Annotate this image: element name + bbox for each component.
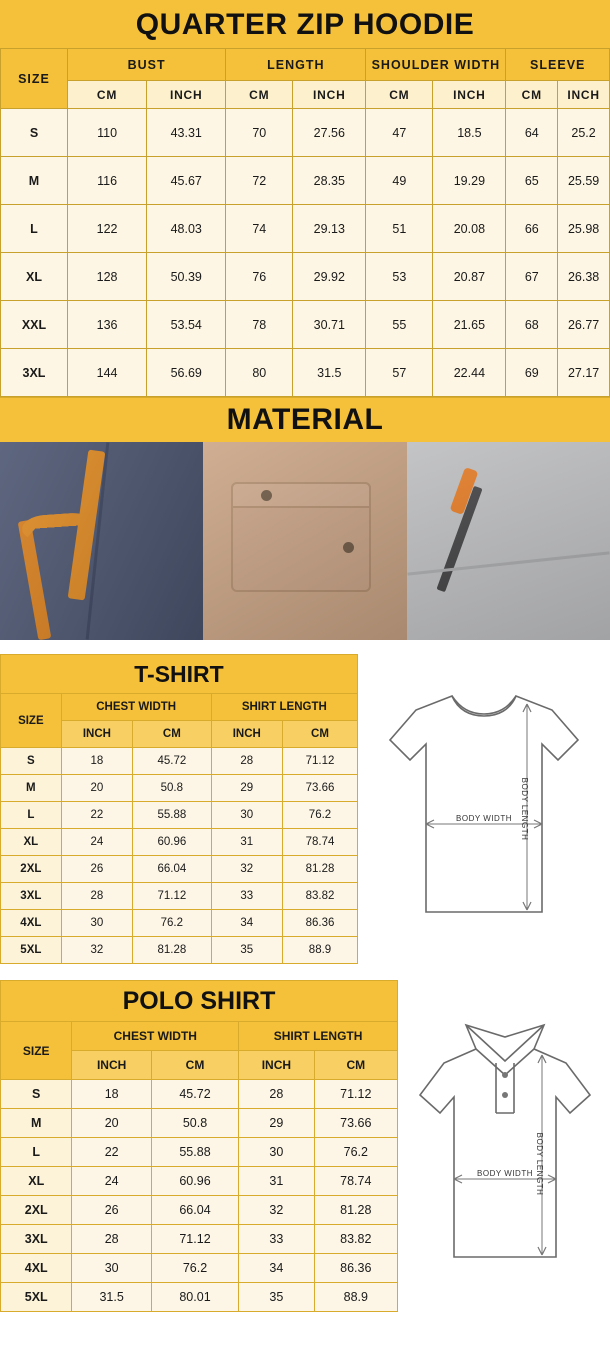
cell: 83.82 [314, 1225, 397, 1254]
polo-header-row [1, 1022, 398, 1051]
polo-size-m: M [1, 1109, 72, 1138]
cell: 80.01 [151, 1283, 238, 1312]
hoodie-size-3xl: 3XL [1, 349, 68, 397]
cell: 81.28 [133, 937, 212, 964]
cell: 22 [61, 802, 132, 829]
hoodie-header-shoulder-width: SHOULDER WIDTH [366, 49, 506, 81]
cell: 20.08 [433, 205, 506, 253]
table-row [1, 775, 358, 802]
cell: 71.12 [314, 1080, 397, 1109]
polo-header-chest-width: CHEST WIDTH [72, 1022, 239, 1051]
polo-size-l: L [1, 1138, 72, 1167]
cell: 27.17 [558, 349, 610, 397]
cell: 48.03 [147, 205, 226, 253]
tshirt-section-title: T-SHIRT [0, 654, 358, 693]
polo-sub-length-cm: CM [314, 1051, 397, 1080]
cell: 81.28 [283, 856, 358, 883]
cell: 21.65 [433, 301, 506, 349]
tshirt-size-s: S [1, 748, 62, 775]
cell: 66 [506, 205, 558, 253]
spacer [0, 964, 610, 980]
hoodie-sub-bust-cm: CM [67, 81, 146, 109]
cell: 144 [67, 349, 146, 397]
cell: 53 [366, 253, 433, 301]
tshirt-size-m: M [1, 775, 62, 802]
cell: 88.9 [283, 937, 358, 964]
cell: 18 [61, 748, 132, 775]
polo-section [0, 980, 610, 1312]
hoodie-size-m: M [1, 157, 68, 205]
polo-size-xl: XL [1, 1167, 72, 1196]
table-row [1, 301, 610, 349]
tshirt-size-l: L [1, 802, 62, 829]
tshirt-body-width-label: BODY WIDTH [456, 814, 512, 823]
photo-shading [203, 442, 406, 640]
hoodie-header-sleeve: SLEEVE [506, 49, 610, 81]
cell: 32 [61, 937, 132, 964]
polo-size-5xl: 5XL [1, 1283, 72, 1312]
cell: 50.39 [147, 253, 226, 301]
tshirt-header-size: SIZE [1, 694, 62, 748]
spacer [0, 640, 610, 654]
hoodie-sub-shoulder-inch: INCH [433, 81, 506, 109]
cell: 34 [239, 1254, 314, 1283]
cell: 81.28 [314, 1196, 397, 1225]
cell: 24 [61, 829, 132, 856]
hoodie-header-bust: BUST [67, 49, 225, 81]
hoodie-header-length: LENGTH [226, 49, 366, 81]
cell: 24 [72, 1167, 151, 1196]
table-row [1, 1254, 398, 1283]
cell: 30 [61, 910, 132, 937]
cell: 32 [239, 1196, 314, 1225]
cell: 71.12 [151, 1225, 238, 1254]
grey-zipper-photo [407, 442, 610, 640]
table-row [1, 109, 610, 157]
cell: 64 [506, 109, 558, 157]
tshirt-size-table [0, 693, 358, 964]
cell: 51 [366, 205, 433, 253]
cell: 28 [61, 883, 132, 910]
cell: 116 [67, 157, 146, 205]
cell: 30.71 [293, 301, 366, 349]
polo-diagram [398, 980, 610, 1312]
cell: 78.74 [283, 829, 358, 856]
cell: 34 [211, 910, 282, 937]
cell: 30 [211, 802, 282, 829]
hoodie-size-xl: XL [1, 253, 68, 301]
table-row [1, 910, 358, 937]
cell: 55 [366, 301, 433, 349]
hoodie-sub-sleeve-inch: INCH [558, 81, 610, 109]
cell: 73.66 [314, 1109, 397, 1138]
cell: 80 [226, 349, 293, 397]
cell: 136 [67, 301, 146, 349]
hoodie-subheader-row [1, 81, 610, 109]
cell: 28 [211, 748, 282, 775]
tshirt-sub-chest-cm: CM [133, 721, 212, 748]
material-section-title: MATERIAL [0, 397, 610, 442]
cell: 76.2 [283, 802, 358, 829]
cell: 49 [366, 157, 433, 205]
cell: 78 [226, 301, 293, 349]
tshirt-table-column [0, 654, 358, 964]
cell: 70 [226, 109, 293, 157]
cell: 50.8 [151, 1109, 238, 1138]
cell: 26.38 [558, 253, 610, 301]
cell: 20 [61, 775, 132, 802]
hoodie-section-title: QUARTER ZIP HOODIE [0, 0, 610, 48]
cell: 20 [72, 1109, 151, 1138]
cell: 18 [72, 1080, 151, 1109]
cell: 22 [72, 1138, 151, 1167]
cell: 74 [226, 205, 293, 253]
cell: 60.96 [133, 829, 212, 856]
cell: 30 [72, 1254, 151, 1283]
cell: 25.2 [558, 109, 610, 157]
cell: 47 [366, 109, 433, 157]
cell: 20.87 [433, 253, 506, 301]
tshirt-size-2xl: 2XL [1, 856, 62, 883]
hoodie-size-s: S [1, 109, 68, 157]
cell: 110 [67, 109, 146, 157]
cell: 29.13 [293, 205, 366, 253]
hoodie-size-l: L [1, 205, 68, 253]
tshirt-size-xl: XL [1, 829, 62, 856]
tshirt-sub-length-inch: INCH [211, 721, 282, 748]
hoodie-size-table [0, 48, 610, 397]
cell: 83.82 [283, 883, 358, 910]
cell: 72 [226, 157, 293, 205]
tshirt-header-row [1, 694, 358, 721]
cell: 43.31 [147, 109, 226, 157]
cell: 76.2 [133, 910, 212, 937]
cell: 56.69 [147, 349, 226, 397]
cell: 22.44 [433, 349, 506, 397]
cell: 29.92 [293, 253, 366, 301]
cell: 66.04 [133, 856, 212, 883]
cell: 29 [239, 1109, 314, 1138]
navy-drawstring-photo [0, 442, 203, 640]
table-row [1, 1225, 398, 1254]
cell: 122 [67, 205, 146, 253]
polo-sub-chest-cm: CM [151, 1051, 238, 1080]
cell: 26 [72, 1196, 151, 1225]
table-row [1, 1138, 398, 1167]
polo-sub-length-inch: INCH [239, 1051, 314, 1080]
material-photo-strip [0, 442, 610, 640]
tshirt-sub-chest-inch: INCH [61, 721, 132, 748]
polo-sub-chest-inch: INCH [72, 1051, 151, 1080]
cell: 31 [239, 1167, 314, 1196]
cell: 32 [211, 856, 282, 883]
tan-pocket-photo [203, 442, 406, 640]
polo-body-width-label: BODY WIDTH [477, 1168, 533, 1178]
polo-size-3xl: 3XL [1, 1225, 72, 1254]
hoodie-sub-length-cm: CM [226, 81, 293, 109]
table-row [1, 802, 358, 829]
cell: 45.72 [133, 748, 212, 775]
cell: 35 [239, 1283, 314, 1312]
table-row [1, 1283, 398, 1312]
cell: 69 [506, 349, 558, 397]
cell: 45.72 [151, 1080, 238, 1109]
table-row [1, 883, 358, 910]
cell: 33 [211, 883, 282, 910]
cell: 68 [506, 301, 558, 349]
cell: 76 [226, 253, 293, 301]
hoodie-sub-length-inch: INCH [293, 81, 366, 109]
hoodie-size-xxl: XXL [1, 301, 68, 349]
table-row [1, 1109, 398, 1138]
cell: 30 [239, 1138, 314, 1167]
hoodie-sub-sleeve-cm: CM [506, 81, 558, 109]
cell: 71.12 [133, 883, 212, 910]
cell: 67 [506, 253, 558, 301]
tshirt-header-chest-width: CHEST WIDTH [61, 694, 211, 721]
cell: 86.36 [314, 1254, 397, 1283]
cell: 28 [239, 1080, 314, 1109]
cell: 18.5 [433, 109, 506, 157]
hoodie-header-size: SIZE [1, 49, 68, 109]
cell: 31.5 [72, 1283, 151, 1312]
cell: 19.29 [433, 157, 506, 205]
tshirt-size-5xl: 5XL [1, 937, 62, 964]
cell: 78.74 [314, 1167, 397, 1196]
cell: 50.8 [133, 775, 212, 802]
table-row [1, 856, 358, 883]
polo-table-column [0, 980, 398, 1312]
cell: 33 [239, 1225, 314, 1254]
cell: 60.96 [151, 1167, 238, 1196]
polo-header-shirt-length: SHIRT LENGTH [239, 1022, 398, 1051]
cell: 55.88 [151, 1138, 238, 1167]
tshirt-diagram [358, 654, 610, 964]
tshirt-size-3xl: 3XL [1, 883, 62, 910]
tshirt-sub-length-cm: CM [283, 721, 358, 748]
cell: 86.36 [283, 910, 358, 937]
photo-shading [407, 442, 610, 640]
table-row [1, 1196, 398, 1225]
cell: 53.54 [147, 301, 226, 349]
cell: 25.98 [558, 205, 610, 253]
table-row [1, 748, 358, 775]
hoodie-header-row [1, 49, 610, 81]
table-row [1, 1167, 398, 1196]
cell: 29 [211, 775, 282, 802]
cell: 57 [366, 349, 433, 397]
polo-section-title: POLO SHIRT [0, 980, 398, 1021]
table-row [1, 253, 610, 301]
table-row [1, 205, 610, 253]
table-row [1, 157, 610, 205]
cell: 45.67 [147, 157, 226, 205]
hoodie-sub-bust-inch: INCH [147, 81, 226, 109]
polo-header-size: SIZE [1, 1022, 72, 1080]
cell: 128 [67, 253, 146, 301]
cell: 31.5 [293, 349, 366, 397]
hoodie-sub-shoulder-cm: CM [366, 81, 433, 109]
cell: 66.04 [151, 1196, 238, 1225]
polo-size-2xl: 2XL [1, 1196, 72, 1225]
cell: 27.56 [293, 109, 366, 157]
table-row [1, 829, 358, 856]
cell: 71.12 [283, 748, 358, 775]
table-row [1, 937, 358, 964]
cell: 76.2 [314, 1138, 397, 1167]
cell: 28 [72, 1225, 151, 1254]
photo-shading [0, 442, 203, 640]
cell: 35 [211, 937, 282, 964]
polo-size-4xl: 4XL [1, 1254, 72, 1283]
cell: 26 [61, 856, 132, 883]
cell: 25.59 [558, 157, 610, 205]
cell: 31 [211, 829, 282, 856]
cell: 76.2 [151, 1254, 238, 1283]
cell: 28.35 [293, 157, 366, 205]
tshirt-size-4xl: 4XL [1, 910, 62, 937]
table-row [1, 1080, 398, 1109]
cell: 55.88 [133, 802, 212, 829]
tshirt-body-length-label: BODY LENGTH [520, 777, 529, 841]
cell: 65 [506, 157, 558, 205]
tshirt-header-shirt-length: SHIRT LENGTH [211, 694, 357, 721]
cell: 73.66 [283, 775, 358, 802]
cell: 88.9 [314, 1283, 397, 1312]
polo-size-s: S [1, 1080, 72, 1109]
polo-size-table [0, 1021, 398, 1312]
table-row [1, 349, 610, 397]
cell: 26.77 [558, 301, 610, 349]
polo-body-length-label: BODY LENGTH [535, 1132, 544, 1195]
tshirt-section [0, 654, 610, 964]
